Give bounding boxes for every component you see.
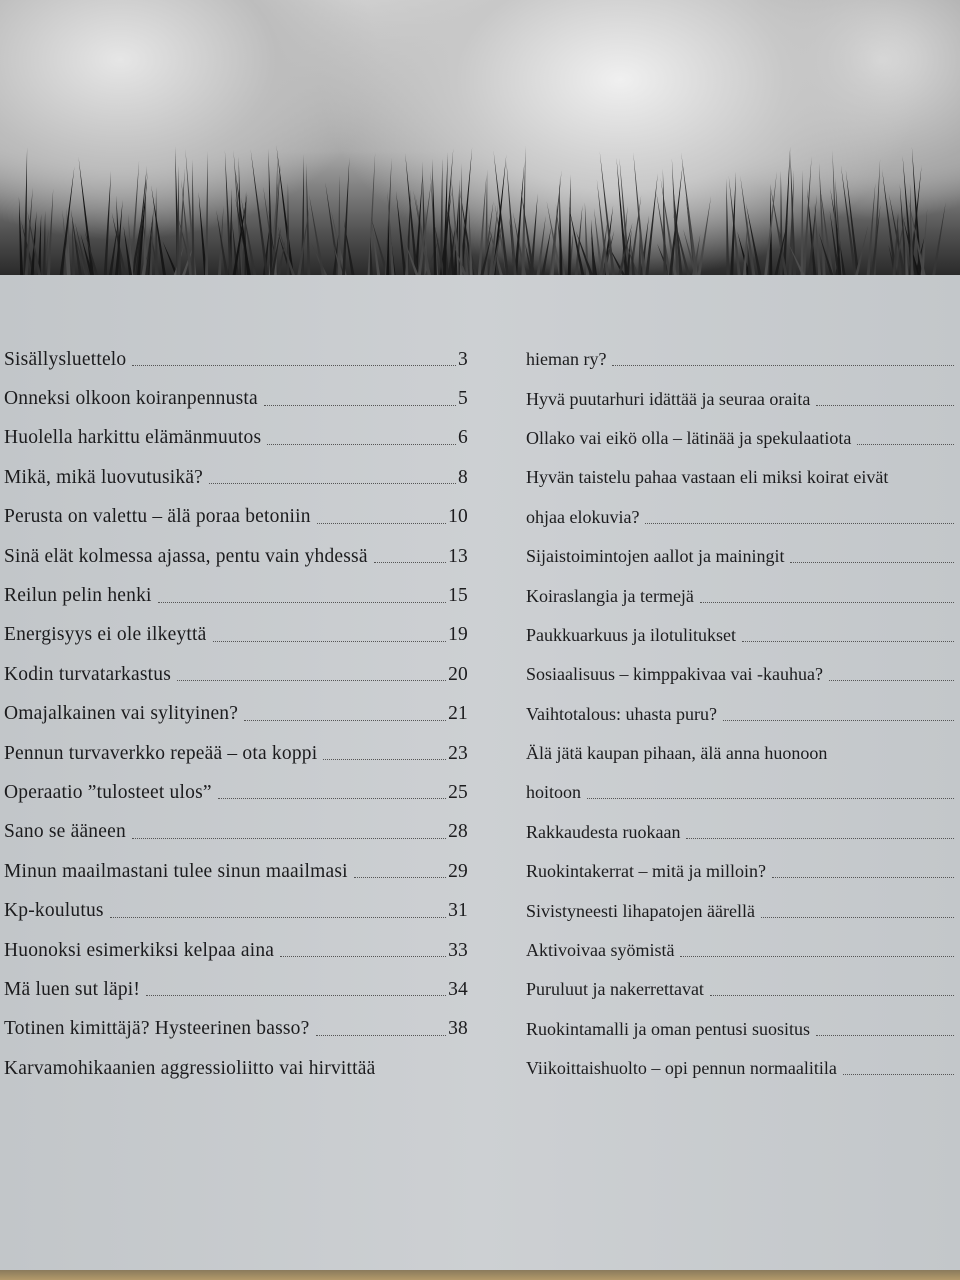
toc-entry-page: 21 [448, 703, 468, 725]
dot-leader [816, 1035, 954, 1036]
toc-entry-page: 3 [458, 348, 468, 370]
toc-right-column [526, 340, 956, 1088]
toc-entry [526, 537, 956, 576]
toc-entry [526, 931, 956, 970]
toc-entry-page: 10 [448, 506, 468, 528]
toc-entry-title: Huonoksi esimerkiksi kelpaa aina [4, 939, 275, 961]
toc-entry [526, 379, 956, 418]
toc-entry [526, 498, 956, 537]
toc-entry [526, 1010, 956, 1049]
toc-entry [4, 379, 468, 418]
dot-leader [267, 444, 456, 445]
dot-leader [264, 405, 456, 406]
toc-entry-page: 29 [448, 860, 468, 882]
toc-entry [4, 852, 468, 891]
toc-entry [526, 852, 956, 891]
toc-entry-title: Puruluut ja nakerrettavat [526, 979, 704, 1000]
toc-entry-title: Huolella harkittu elämänmuutos [4, 427, 262, 449]
dot-leader [829, 680, 954, 681]
dot-leader [857, 444, 954, 445]
toc-entry-title: Älä jätä kaupan pihaan, älä anna huonoon [526, 743, 828, 764]
dot-leader [209, 483, 456, 484]
dot-leader [132, 365, 456, 366]
toc-entry-page: 20 [448, 663, 468, 685]
toc-entry-page: 31 [448, 900, 468, 922]
toc-entry-page: 25 [448, 781, 468, 803]
dot-leader [317, 523, 446, 524]
dot-leader [790, 562, 954, 563]
toc-entry-page: 34 [448, 978, 468, 1000]
toc-entry-page: 19 [448, 624, 468, 646]
dot-leader [816, 405, 954, 406]
toc-entry [4, 498, 468, 537]
toc-entry-title: Hyvä puutarhuri idättää ja seuraa oraita [526, 388, 811, 409]
toc-entry [526, 734, 956, 773]
toc-entry [4, 616, 468, 655]
dot-leader [645, 523, 954, 524]
toc-entry-title: ohjaa elokuvia? [526, 506, 640, 527]
toc-entry [4, 655, 468, 694]
toc-entry-title: hoitoon [526, 782, 582, 803]
toc-entry [526, 340, 956, 379]
toc-entry-title: Kodin turvatarkastus [4, 663, 172, 685]
toc-entry-title: Mä luen sut läpi! [4, 978, 141, 1000]
toc-entry-title: Viikoittaishuolto – opi pennun normaalitila [526, 1058, 837, 1079]
toc-entry-title: Mikä, mikä luovutusikä? [4, 466, 204, 488]
toc-entry-page: 38 [448, 1018, 468, 1040]
dot-leader [110, 917, 446, 918]
dot-leader [213, 641, 447, 642]
toc-entry-title: Totinen kimittäjä? Hysteerinen basso? [4, 1018, 310, 1040]
toc-entry [526, 655, 956, 694]
toc-entry-title: Pennun turvaverkko repeää – ota koppi [4, 742, 318, 764]
grass-illustration [0, 145, 960, 275]
toc-entry [526, 891, 956, 930]
toc-entry-title: Ruokintamalli ja oman pentusi suositus [526, 1018, 810, 1039]
toc-entry-title: hieman ry? [526, 349, 607, 370]
dot-leader [146, 995, 446, 996]
toc-entry-title: Operaatio ”tulosteet ulos” [4, 781, 212, 803]
toc-entry-title: Sinä elät kolmessa ajassa, pentu vain yhdessä [4, 545, 368, 567]
toc-entry-title: Onneksi olkoon koiranpennusta [4, 388, 258, 410]
toc-entry [4, 695, 468, 734]
toc-entry [4, 970, 468, 1009]
toc-entry-page: 6 [458, 427, 468, 449]
toc-entry-title: Aktivoivaa syömistä [526, 940, 675, 961]
toc-entry [4, 1010, 468, 1049]
dot-leader [686, 838, 954, 839]
toc-entry [526, 419, 956, 458]
dot-leader [132, 838, 446, 839]
toc-entry-title: Karvamohikaanien aggressioliitto vai hirvittää [4, 1057, 376, 1079]
toc-entry [4, 773, 468, 812]
dot-leader [177, 680, 446, 681]
puppy-fur-grass-photo [0, 0, 960, 275]
dot-leader [316, 1035, 447, 1036]
toc-entry [4, 458, 468, 497]
toc-entry [526, 1049, 956, 1088]
dot-leader [244, 720, 446, 721]
toc-left-column [4, 340, 468, 1088]
dot-leader [354, 877, 446, 878]
toc-entry-page: 28 [448, 821, 468, 843]
toc-entry [4, 1049, 468, 1088]
dot-leader [612, 365, 954, 366]
toc-entry-title: Perusta on valettu – älä poraa betoniin [4, 506, 311, 528]
toc-entry-title: Minun maailmastani tulee sinun maailmasi [4, 860, 348, 882]
toc-entry [4, 576, 468, 615]
dot-leader [218, 798, 446, 799]
dot-leader [700, 602, 954, 603]
toc-entry [4, 340, 468, 379]
toc-entry [4, 734, 468, 773]
dot-leader [710, 995, 954, 996]
toc-entry-title: Sosiaalisuus – kimppakivaa vai -kauhua? [526, 664, 823, 685]
toc-entry [526, 813, 956, 852]
toc-entry-title: Hyvän taistelu pahaa vastaan eli miksi koirat eivät [526, 467, 889, 488]
toc-entry-page: 5 [458, 388, 468, 410]
dot-leader [843, 1074, 954, 1075]
toc-entry-title: Energisyys ei ole ilkeyttä [4, 624, 207, 646]
dot-leader [280, 956, 446, 957]
toc-entry-title: Sano se ääneen [4, 821, 126, 843]
dot-leader [680, 956, 954, 957]
toc-entry-page: 23 [448, 742, 468, 764]
dot-leader [158, 602, 446, 603]
toc-entry-title: Koiraslangia ja termejä [526, 585, 694, 606]
toc-entry [4, 813, 468, 852]
toc-entry [526, 970, 956, 1009]
toc-entry [4, 419, 468, 458]
toc-entry-title: Sisällysluettelo [4, 348, 127, 370]
toc-entry-title: Paukkuarkuus ja ilotulitukset [526, 624, 736, 645]
toc-entry [4, 931, 468, 970]
toc-entry-title: Reilun pelin henki [4, 585, 152, 607]
toc-entry-page: 33 [448, 939, 468, 961]
toc-entry [4, 891, 468, 930]
toc-entry [526, 695, 956, 734]
toc-entry [526, 773, 956, 812]
dot-leader [772, 877, 954, 878]
dot-leader [323, 759, 446, 760]
dot-leader [374, 562, 446, 563]
toc-entry [526, 458, 956, 497]
toc-entry-page: 13 [448, 545, 468, 567]
toc-entry-title: Rakkaudesta ruokaan [526, 821, 681, 842]
toc-entry-page: 8 [458, 466, 468, 488]
toc-entry-title: Sivistyneesti lihapatojen äärellä [526, 900, 755, 921]
page-edge [0, 1270, 960, 1280]
toc-entry-title: Kp-koulutus [4, 900, 104, 922]
dot-leader [761, 917, 954, 918]
dot-leader [723, 720, 954, 721]
dot-leader [587, 798, 954, 799]
dot-leader [742, 641, 954, 642]
toc-entry-title: Ruokintakerrat – mitä ja milloin? [526, 861, 766, 882]
toc-entry-title: Sijaistoimintojen aallot ja mainingit [526, 546, 785, 567]
toc-entry-title: Vaihtotalous: uhasta puru? [526, 703, 717, 724]
toc-entry [526, 576, 956, 615]
toc-entry [526, 616, 956, 655]
toc-entry [4, 537, 468, 576]
toc-entry-title: Omajalkainen vai sylityinen? [4, 703, 239, 725]
toc-entry-title: Ollako vai eikö olla – lätinää ja spekulaatiota [526, 427, 852, 448]
toc-entry-page: 15 [448, 585, 468, 607]
